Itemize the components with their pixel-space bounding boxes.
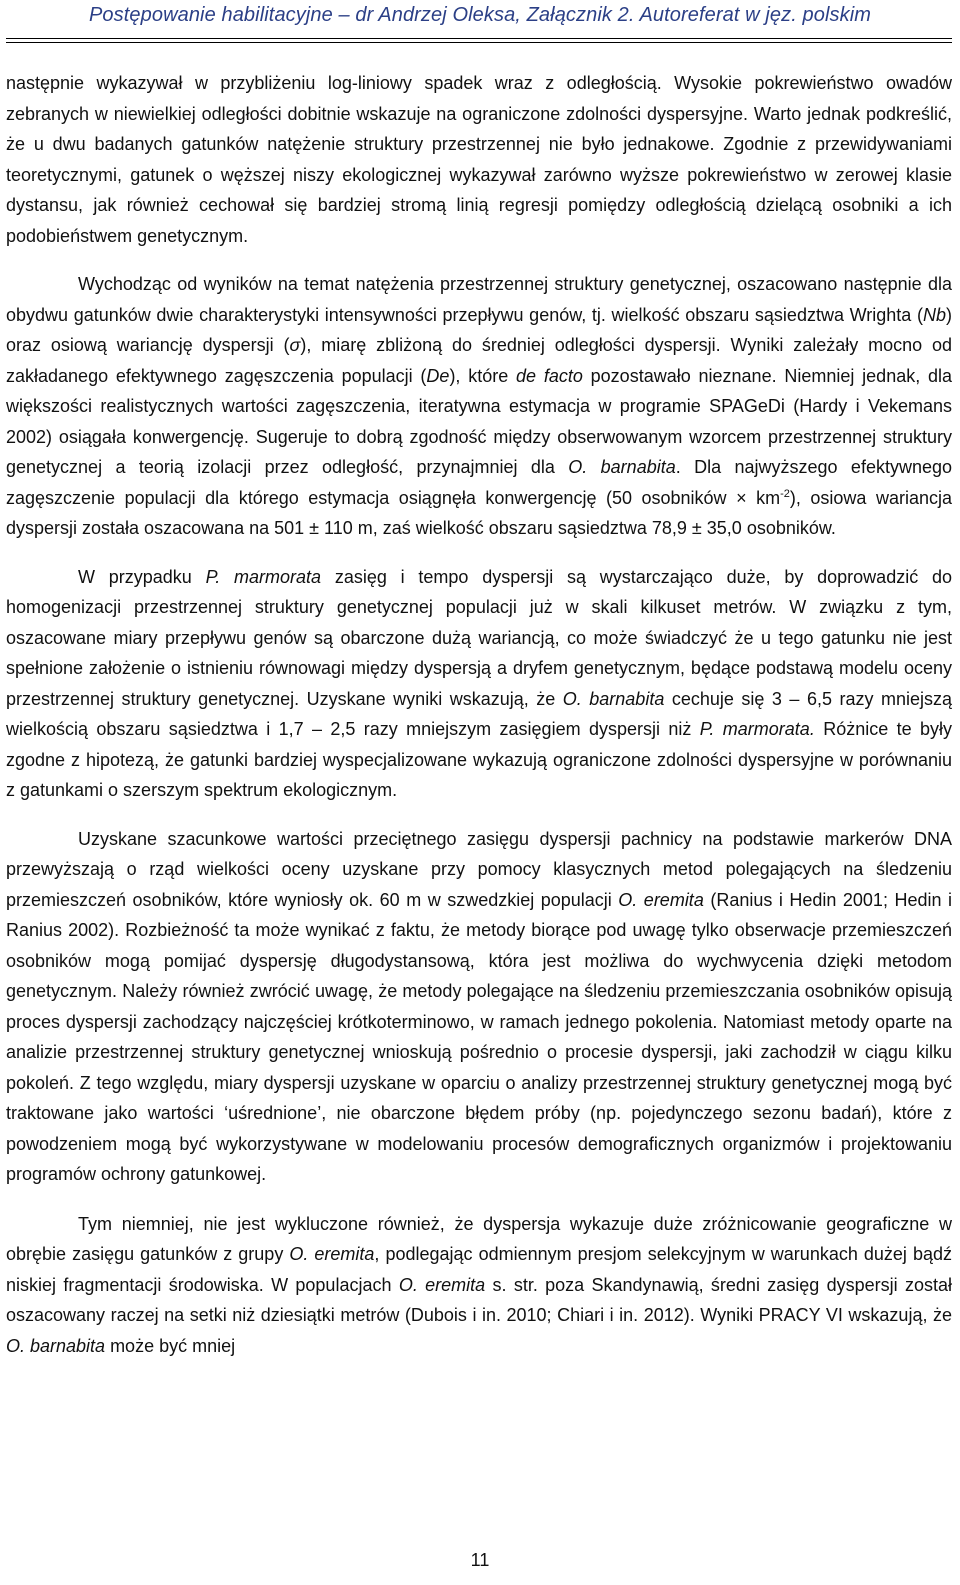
body-text <box>6 68 952 1361</box>
paragraph-2-text-a: Wychodząc od wyników na temat natężenia przestrzennej struktury genetycznej, oszacowano następnie dla obydwu gatunków dwie charakterystyki intensywności przepływu genów, tj. wielkość obszaru sąsiedztwa Wrighta ( <box>6 274 952 325</box>
paragraph-4-text-b: (Ranius i Hedin 2001; Hedin i Ranius 2002). Rozbieżność ta może wynikać z faktu, że metody biorące pod uwagę tylko obserwacje przemieszczeń osobników mogą pomijać dyspersję długodystansową, która jest możliwa do wychwycenia dzięki metodom genetycznym. Należy również zwrócić uwagę, że metody polegające na śledzeniu przemieszczania osobników opisują proces dyspersji zachodzący najczęściej krótkoterminowo, w ramach jednego pokolenia. Natomiast metody oparte na analizie przestrzennej struktury genetycznej wnioskują pośrednio o procesie dyspersji, jaki zachodził w ciągu kilku pokoleń. Z tego względu, miary dyspersji uzyskane w oparciu o analizy przestrzennej struktury genetycznej mogą być traktowane jako wartości ‘uśrednione’, nie obarczone błędem próby (np. pojedynczego sezonu badań), które z powodzeniem mogą być wykorzystywane w modelowaniu procesów demograficznych organizmów i projektowaniu programów ochrony gatunkowej. <box>6 889 952 1184</box>
running-header: Postępowanie habilitacyjne – dr Andrzej Oleksa, Załącznik 2. Autoreferat w jęz. polskim <box>88 4 872 26</box>
paragraph-5-text-a: Tym niemniej, nie jest wykluczone również, że dyspersja wykazuje duże zróżnicowanie geograficzne w obrębie zasięgu gatunków z grupy <box>6 1213 952 1264</box>
paragraph-2-text-g: ), osiowa wariancja dyspersji została oszacowana na 501 ± 110 m, zaś wielkość obszaru sąsiedztwa 78,9 ± 35,0 osobników. <box>6 487 952 538</box>
paragraph-1-text: następnie wykazywał w przybliżeniu log-liniowy spadek wraz z odległością. Wysokie pokrewieństwo owadów zebranych w niewielkiej odległości dobitnie wskazuje na ograniczone zdolności dyspersyjne. Warto jednak podkreślić, że u dwu badanych gatunków natężenie struktury przestrzennej nie było jednakowe. Zgodnie z przewidywaniami teoretycznymi, gatunek o węższej niszy ekologicznej wykazywał zarówno wyższe pokrewieństwo w zerowej klasie dystansu, jak również cechował się bardziej stromą linią regresji pomiędzy odległością dzielącą osobniki a ich podobieństwem genetycznym. <box>6 73 952 246</box>
superscript-exponent: -2 <box>780 487 790 500</box>
paragraph-1 <box>6 68 952 251</box>
paragraph-2-text-e: pozostawało nieznane. Niemniej jednak, dla większości realistycznych wartości zagęszczenia, iteratywna estymacja w programie SPAGeDi (Hardy i Vekemans 2002) osiągała konwergencję. Sugeruje to dobrą zgodność między obserwowanym wzorcem przestrzennej struktury genetycznej a teorią izolacji przez odległość, przynajmniej dla <box>6 365 953 477</box>
species-p-marmorata: P. marmorata <box>205 566 322 587</box>
paragraph-4-text-a: Uzyskane szacunkowe wartości przeciętnego zasięgu dyspersji pachnicy na podstawie markerów DNA przewyższają o rząd wielkości oceny uzyskane przy pomocy klasycznych metod polegających na śledzeniu przemieszczeń osobników, które wyniosły ok. 60 m w szwedzkiej populacji <box>6 828 952 910</box>
symbol-de: De <box>426 365 450 386</box>
species-o-barnabita: O. barnabita <box>568 457 676 477</box>
paragraph-2-text-b: ) oraz osiową wariancję dyspersji ( <box>6 304 952 355</box>
paragraph-4 <box>6 824 952 1190</box>
species-o-eremita: O. eremita <box>618 889 704 910</box>
paragraph-3-text-d: Różnice te były zgodne z hipotezą, że gatunki bardziej wyspecjalizowane wykazują ograniczone zdolności dyspersyjne w porównaniu z gatunkami o szerszym spektrum ekologicznym. <box>6 719 952 800</box>
symbol-sigma: σ <box>289 335 301 355</box>
species-o-barnabita: O. barnabita <box>6 1335 106 1356</box>
species-o-barnabita: O. barnabita <box>562 688 665 709</box>
header-rule-upper <box>6 38 952 39</box>
species-o-eremita: O. eremita <box>289 1244 375 1264</box>
header-rule-lower <box>6 42 952 43</box>
paragraph-3-text-c: cechuje się 3 – 6,5 razy mniejszą wielkością obszaru sąsiedztwa i 1,7 – 2,5 razy mniejszym zasięgiem dyspersji niż <box>6 688 953 739</box>
paragraph-5 <box>6 1209 952 1362</box>
paragraph-3-text-a: W przypadku <box>78 566 206 587</box>
term-de-facto: de facto <box>516 365 583 386</box>
paragraph-2 <box>6 269 952 544</box>
species-o-eremita: O. eremita <box>398 1274 486 1295</box>
paragraph-2-text-c: ), miarę zbliżoną do średniej odległości dyspersji. Wyniki zależały mocno od zakładanego efektywnego zagęszczenia populacji ( <box>6 335 952 386</box>
paragraph-5-text-c: s. str. poza Skandynawią, średni zasięg dyspersji został oszacowany raczej na setki niż dziesiątki metrów (Dubois i in. 2010; Chiari i in. 2012). Wyniki PRACY VI wskazują, że <box>6 1274 953 1325</box>
paragraph-2-text-d: ), które <box>449 365 517 386</box>
paragraph-5-text-b: , podlegając odmiennym presjom selekcyjnym w warunkach dużej bądź niskiej fragmentacji środowiska. W populacjach <box>6 1244 952 1295</box>
paragraph-3-text-b: zasięg i tempo dyspersji są wystarczająco duże, by doprowadzić do homogenizacji przestrzennej struktury genetycznej populacji już w skali kilkuset metrów. W związku z tym, oszacowane miary przepływu genów są obarczone dużą wariancją, co może świadczyć że u tego gatunku nie jest spełnione założenie o istnieniu równowagi między dyspersją a dryfem genetycznym, będące podstawą modelu oceny przestrzennej struktury genetycznej. Uzyskane wyniki wskazują, że <box>6 566 952 709</box>
species-p-marmorata: P. marmorata. <box>699 719 815 739</box>
page-number: 11 <box>470 1550 490 1570</box>
paragraph-3 <box>6 562 952 806</box>
paragraph-2-text-f: . Dla najwyższego efektywnego zagęszczenie populacji dla którego estymacja osiągnęła konwergencję (50 osobników × km <box>6 457 952 508</box>
symbol-nb: Nb <box>922 304 946 325</box>
paragraph-5-text-d: może być mniej <box>105 1335 236 1356</box>
